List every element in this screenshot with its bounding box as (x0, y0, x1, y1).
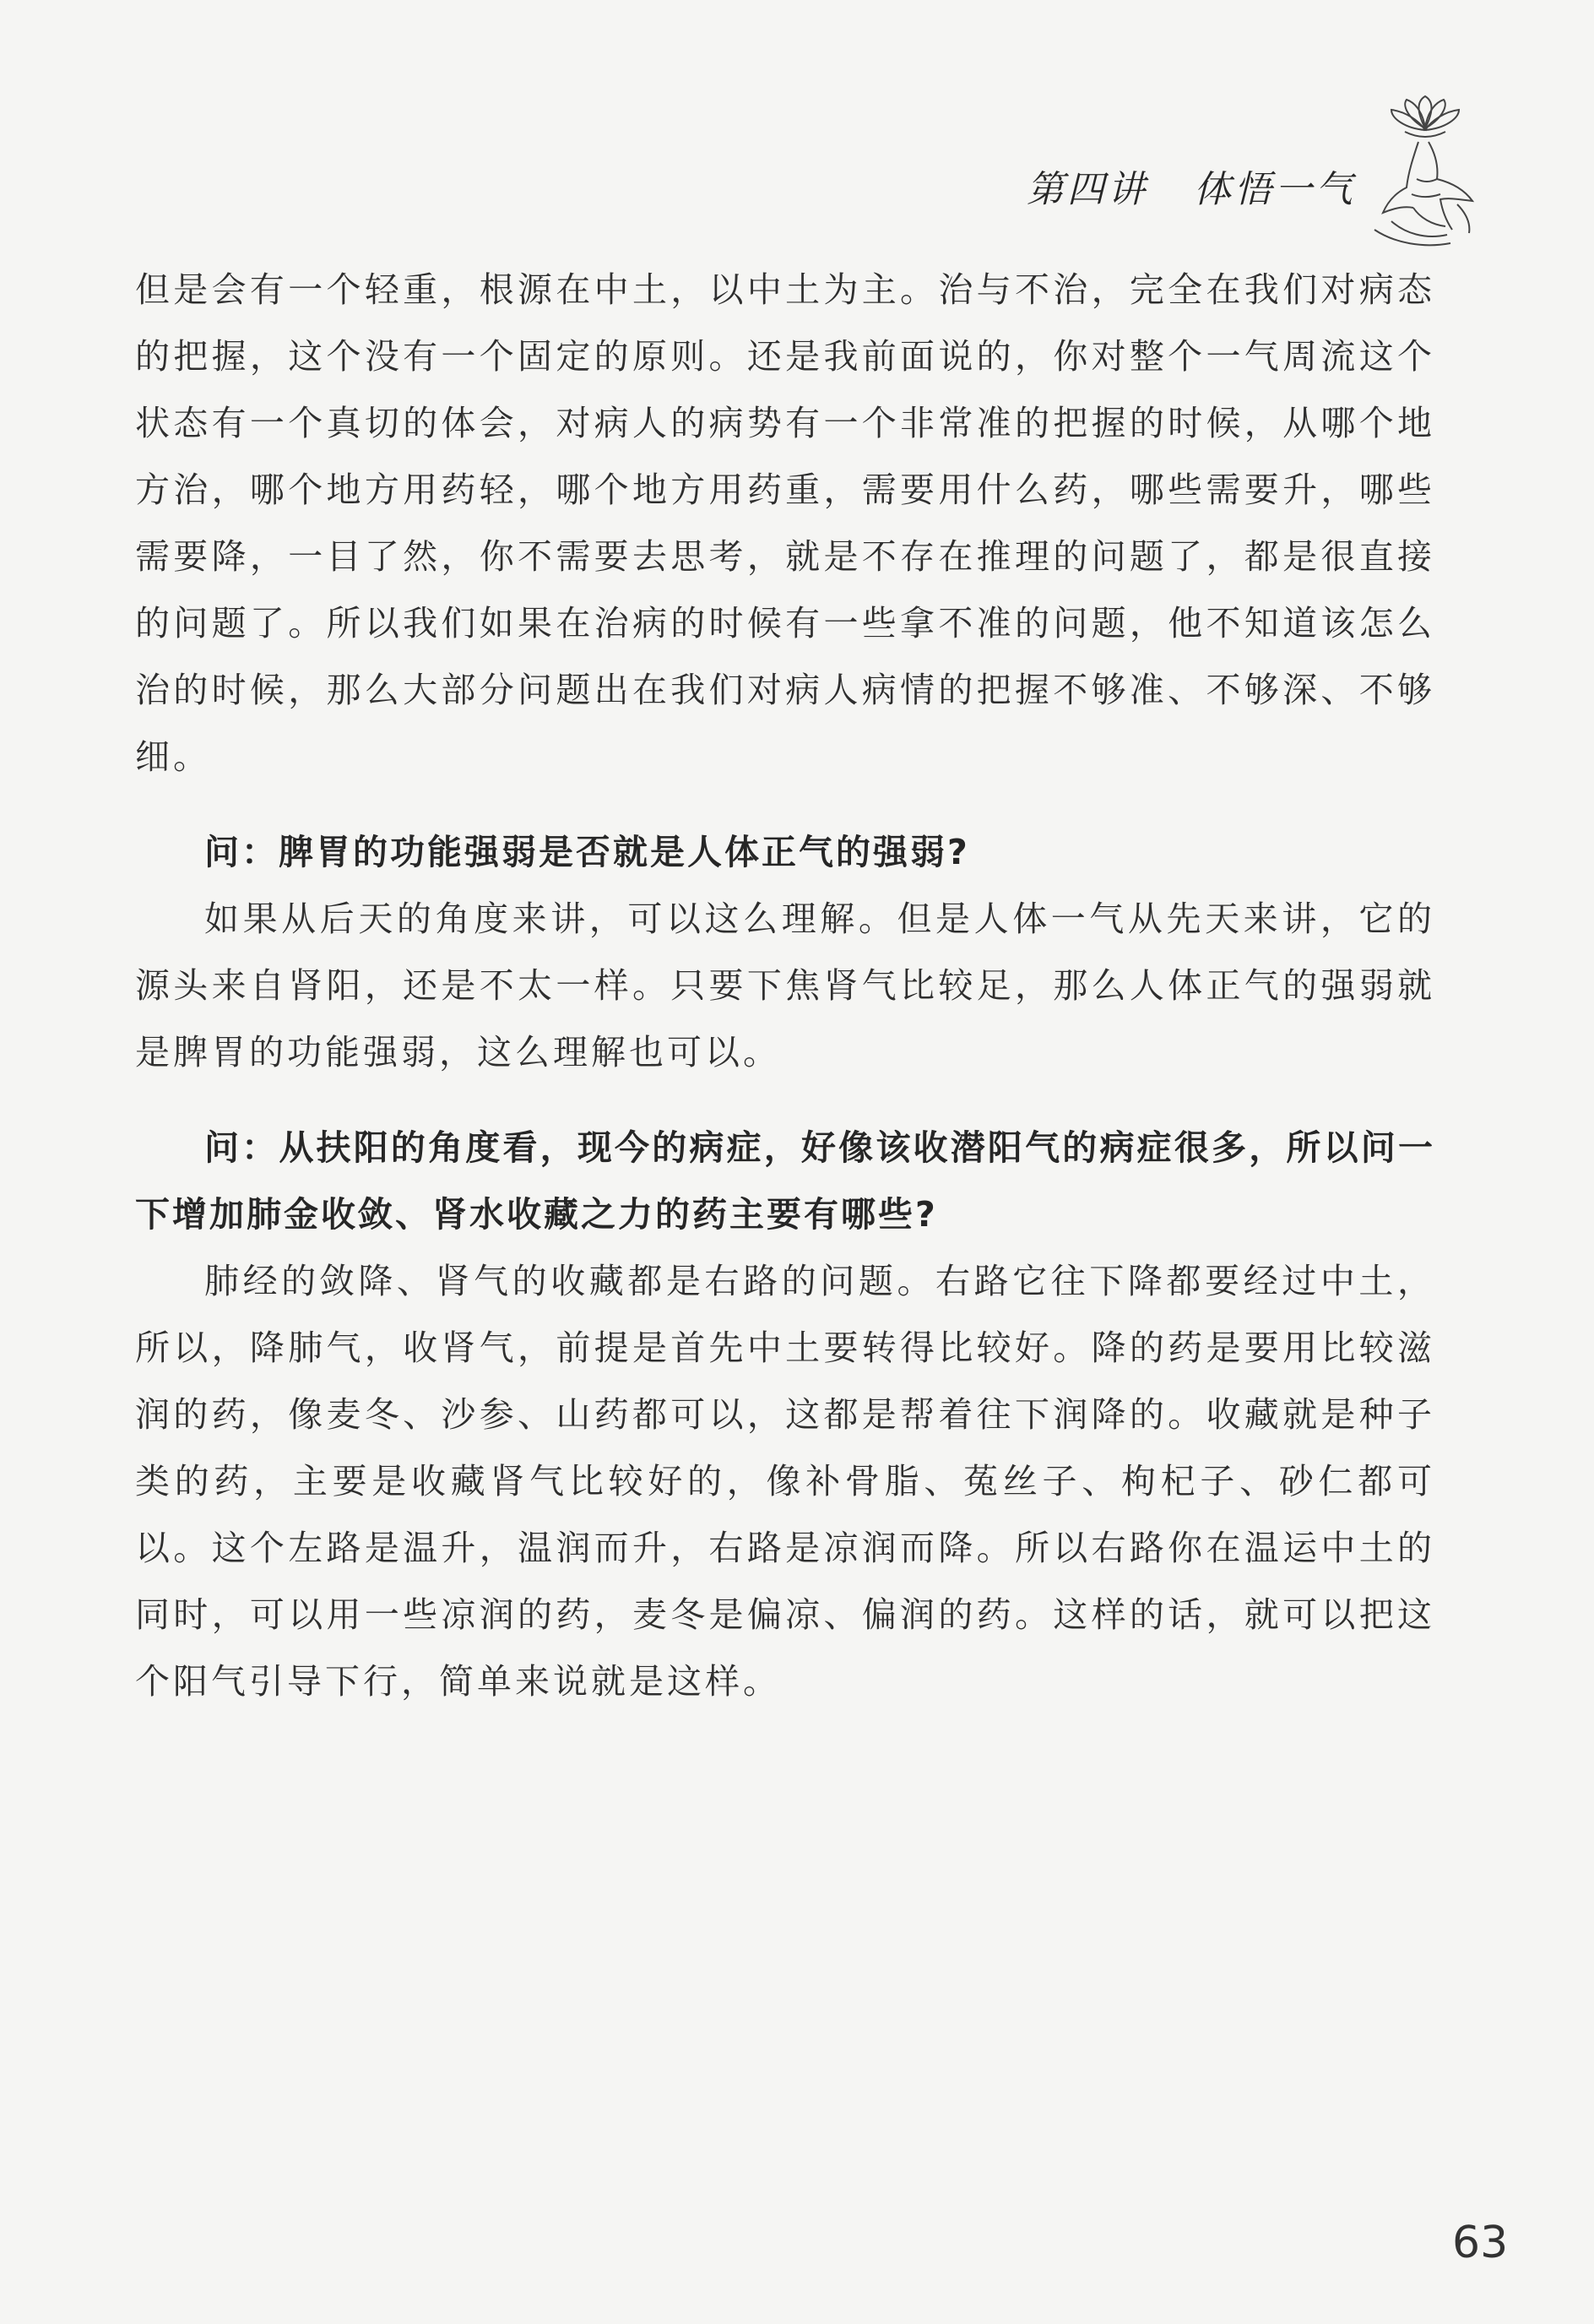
page-number: 63 (1452, 2218, 1509, 2268)
body-text (135, 257, 1435, 1715)
answer-paragraph: 如果从后天的角度来讲，可以这么理解。但是人体一气从先天来讲，它的源头来自肾阳，还是不太一样。只要下焦肾气比较足，那么人体正气的强弱就是脾胃的功能强弱，这么理解也可以。 (135, 899, 1435, 1072)
lotus-hand-icon (1358, 95, 1493, 247)
question-heading: 问：从扶阳的角度看，现今的病症，好像该收潜阳气的病症很多，所以问一下增加肺金收敛、肾水收藏之力的药主要有哪些? (135, 1127, 1435, 1235)
running-header (1027, 159, 1356, 213)
chapter-label: 第四讲 (1027, 168, 1148, 211)
question-heading: 问：脾胃的功能强弱是否就是人体正气的强弱? (204, 832, 970, 872)
paragraph-continuation: 但是会有一个轻重，根源在中土，以中土为主。治与不治，完全在我们对病态的把握，这个没有一个固定的原则。还是我前面说的，你对整个一气周流这个状态有一个真切的体会，对病人的病势有一个非常准的把握的时候，从哪个地方治，哪个地方用药轻，哪个地方用药重，需要用什么药，哪些需要升，哪些需要降，一目了然，你不需要去思考，就是不存在推理的问题了，都是很直接的问题了。所以我们如果在治病的时候有一些拿不准的问题，他不知道该怎么治的时候，那么大部分问题出在我们对病人病情的把握不够准、不够深、不够细。 (135, 269, 1435, 777)
answer-paragraph: 肺经的敛降、肾气的收藏都是右路的问题。右路它往下降都要经过中土，所以，降肺气，收肾气，前提是首先中土要转得比较好。降的药是要用比较滋润的药，像麦冬、沙参、山药都可以，这都是帮着往下润降的。收藏就是种子类的药，主要是收藏肾气比较好的，像补骨脂、菟丝子、枸杞子、砂仁都可以。这个左路是温升，温润而升，右路是凉润而降。所以右路你在温运中土的同时，可以用一些凉润的药，麦冬是偏凉、偏润的药。这样的话，就可以把这个阳气引导下行，简单来说就是这样。 (135, 1261, 1435, 1702)
chapter-title: 体悟一气 (1194, 168, 1356, 211)
